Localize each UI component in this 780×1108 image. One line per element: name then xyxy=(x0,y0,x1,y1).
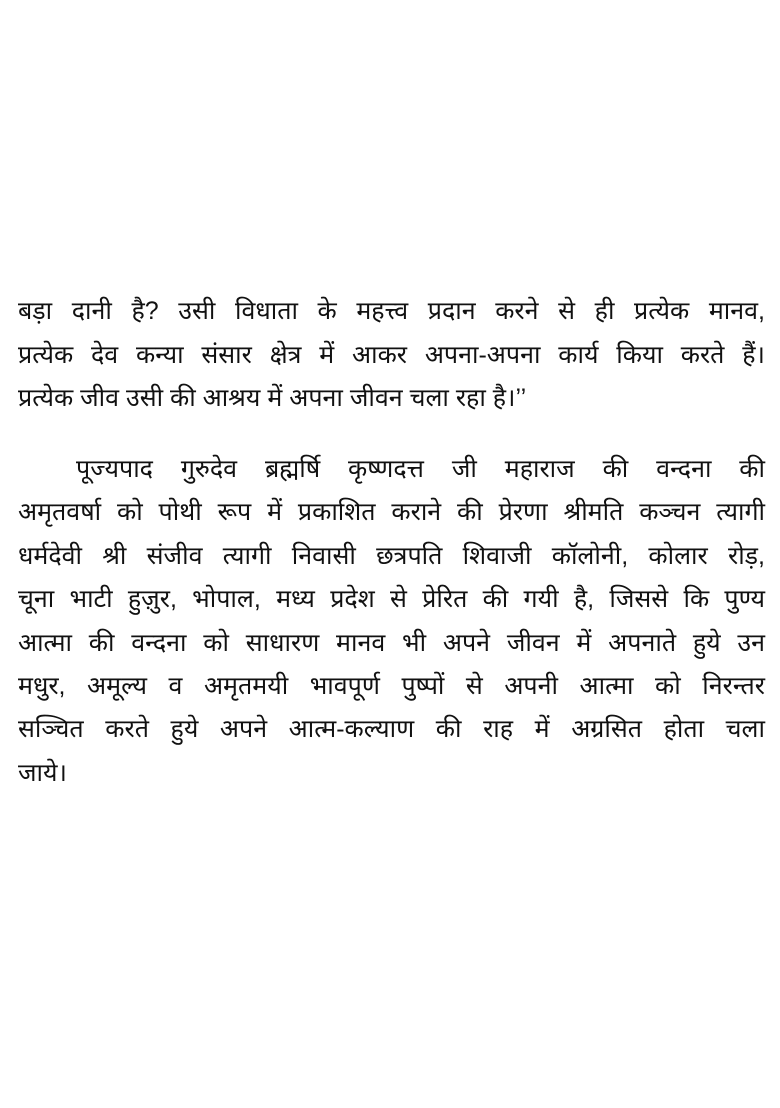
text-line: धर्मदेवी श्री संजीव त्यागी निवासी छत्रपति शिवाजी कॉलोनी, कोलार रोड़, xyxy=(18,542,765,570)
text-line: आत्मा की वन्दना को साधारण मानव भी अपने जीवन में अपनाते हुये उन xyxy=(18,629,765,657)
text-line: मधुर, अमूल्य व अमृतमयी भावपूर्ण पुष्पों से अपनी आत्मा को निरन्तर xyxy=(18,672,765,700)
text-line: सञ्चित करते हुये अपने आत्म-कल्याण की राह में अग्रसित होता चला xyxy=(18,715,765,743)
text-line: अमृतवर्षा को पोथी रूप में प्रकाशित कराने की प्रेरणा श्रीमति कञ्चन त्यागी xyxy=(18,498,765,526)
text-line: पूज्यपाद गुरुदेव ब्रह्मर्षि कृष्णदत्त जी महाराज की वन्दना की xyxy=(76,455,765,483)
text-line: प्रत्येक देव कन्या संसार क्षेत्र में आकर अपना-अपना कार्य किया करते हैं। xyxy=(18,341,765,369)
text-line: चूना भाटी हुज़ुर, भोपाल, मध्य प्रदेश से प्रेरित की गयी है, जिससे कि पुण्य xyxy=(18,585,765,613)
text-line: जाये। xyxy=(18,759,68,787)
text-line: प्रत्येक जीव उसी की आश्रय में अपना जीवन चला रहा है।’’ xyxy=(18,384,527,412)
text-line: बड़ा दानी है? उसी विधाता के महत्त्व प्रदान करने से ही प्रत्येक मानव, xyxy=(18,297,765,325)
